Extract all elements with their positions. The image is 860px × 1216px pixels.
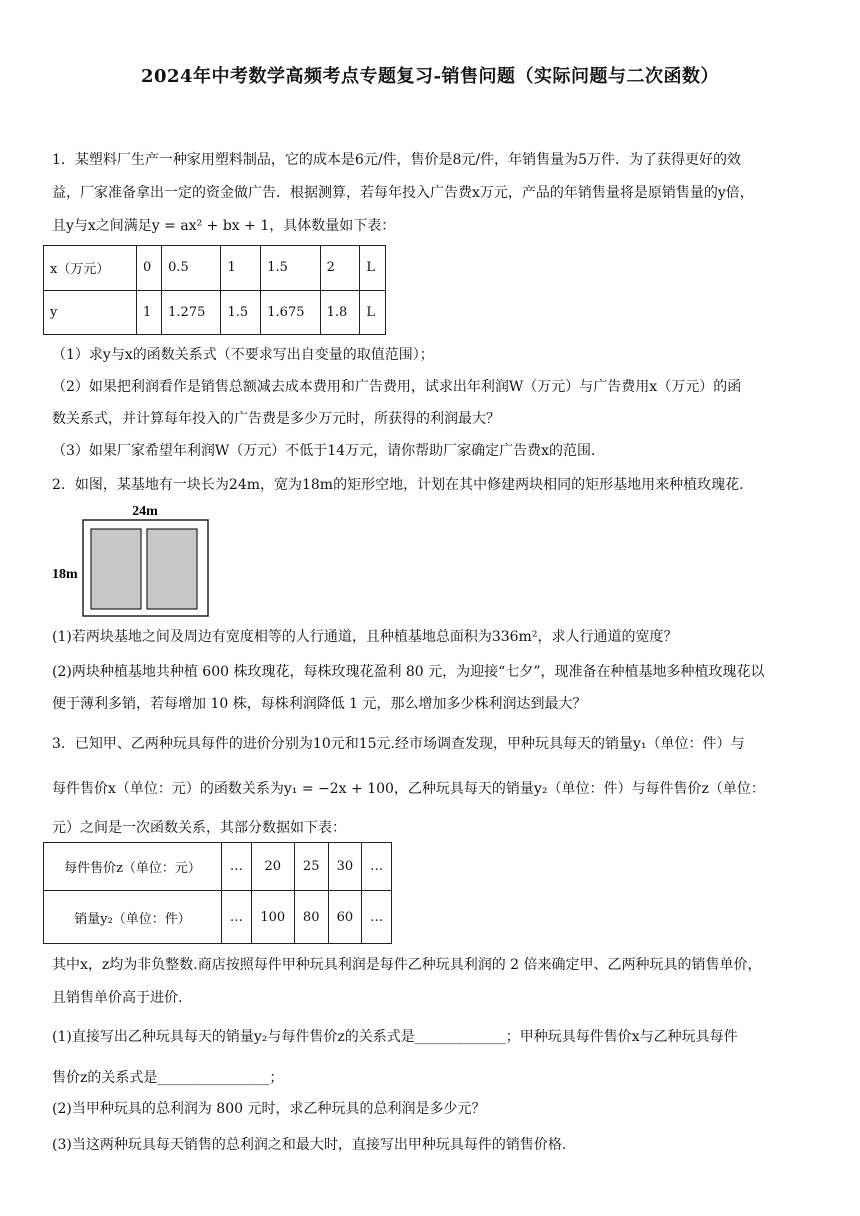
table-cell: … [362,891,392,944]
q2-part-1: (1)若两块基地之间及周边有宽度相等的人行通道，且种植基地总面积为336m²，求人行通道的宽度？ [52,629,678,645]
q1-part-1: （1）求y与x的函数关系式（不要求写出自变量的取值范围）； [52,347,434,363]
table-cell: 0 [137,246,162,291]
q1-table-row-y [44,290,386,335]
q1-line-1: 1．某塑料厂生产一种家用塑料制品，它的成本是6元/件，售价是8元/件，年销售量为5万件．为了获得更好的效 [52,152,742,168]
q3-table-row-price [44,843,392,891]
table-cell: 销量y₂（单位：件） [44,891,222,944]
q1-line-2: 益，厂家准备拿出一定的资金做广告．根据测算，若每年投入广告费x万元，产品的年销售量将是原销售量的y倍， [52,185,754,201]
q1-part-2b: 数关系式，并计算每年投入的广告费是多少万元时，所获得的利润最大？ [52,411,500,427]
table-cell: 每件售价z（单位：元） [44,843,222,891]
q1-part-3: （3）如果厂家希望年利润W（万元）不低于14万元，请你帮助厂家确定广告费x的范围． [52,443,606,459]
table-cell: 0.5 [162,246,221,291]
table-cell: 2 [320,246,360,291]
table-cell: … [362,843,392,891]
table-cell: y [44,290,137,335]
table-cell: 100 [251,891,294,944]
q3-line-3: 元）之间是一次函数关系，其部分数据如下表： [52,820,346,836]
table-cell: … [222,843,252,891]
table-cell: 1.5 [221,290,261,335]
q3-part-3: (3)当这两种玩具每天销售的总利润之和最大时，直接写出甲种玩具每件的销售价格. [52,1137,567,1153]
q3-line-2: 每件售价x（单位：元）的函数关系为y₁ = −2x + 100，乙种玩具每天的销量y₂（单位：件）与每件售价z（单位： [52,781,765,797]
table-cell: 30 [328,843,362,891]
q3-line-5: 且销售单价高于进价. [52,990,183,1006]
table-cell: 1.275 [162,290,221,335]
q2-part-2b: 便于薄利多销，若每增加 10 株，每株利润降低 1 元，那么增加多少株利润达到最大？ [52,696,587,712]
table-cell: 20 [251,843,294,891]
table-cell: 25 [294,843,328,891]
planting-plot-left [91,529,141,609]
q1-part-2a: （2）如果把利润看作是销售总额减去成本费用和广告费用，试求出年利润W（万元）与广告费用x（万元）的函 [52,379,742,395]
table-cell: x（万元） [44,246,137,291]
table-cell: 1 [221,246,261,291]
page-title: 2024年中考数学高频考点专题复习-销售问题（实际问题与二次函数） [140,66,720,87]
rectangle-field-figure [50,500,220,620]
table-cell: 1.8 [320,290,360,335]
q3-part-1a: (1)直接写出乙种玩具每天的销量y₂与每件售价z的关系式是_____________；甲种玩具每件售价x与乙种玩具每件 [52,1029,738,1045]
q3-line-1: 3．已知甲、乙两种玩具每件的进价分别为10元和15元.经市场调查发现，甲种玩具每天的销量y₁（单位：件）与 [52,736,745,752]
fig-left-label: 18m [52,567,78,582]
q3-table-row-sales [44,891,392,944]
q3-part-2: (2)当甲种玩具的总利润为 800 元时，求乙种玩具的总利润是多少元？ [52,1101,486,1117]
q3-line-4: 其中x，z均为非负整数.商店按照每件甲种玩具利润是每件乙种玩具利润的 2 倍来确定甲、乙两种玩具的销售单价， [52,957,762,973]
table-cell: L [360,246,386,291]
table-cell: 60 [328,891,362,944]
q3-part-1b: 售价z的关系式是________________； [52,1070,284,1086]
q2-part-2a: (2)两块种植基地共种植 600 株玫瑰花，每株玫瑰花盈利 80 元，为迎接“七夕”，现准备在种植基地多种植玫瑰花以 [52,664,765,680]
q1-table [43,245,386,335]
table-cell: 1.5 [261,246,320,291]
table-cell: L [360,290,386,335]
table-cell: … [222,891,252,944]
q1-table-row-x [44,246,386,291]
q1-line-3: 且y与x之间满足y = ax² + bx + 1，具体数量如下表： [52,218,396,234]
q3-table [43,842,392,944]
fig-top-label: 24m [132,504,158,519]
planting-plot-right [147,529,197,609]
table-cell: 80 [294,891,328,944]
q2-line-1: 2．如图，某基地有一块长为24m，宽为18m的矩形空地，计划在其中修建两块相同的矩形基地用来种植玫瑰花． [52,477,754,493]
table-cell: 1 [137,290,162,335]
table-cell: 1.675 [261,290,320,335]
